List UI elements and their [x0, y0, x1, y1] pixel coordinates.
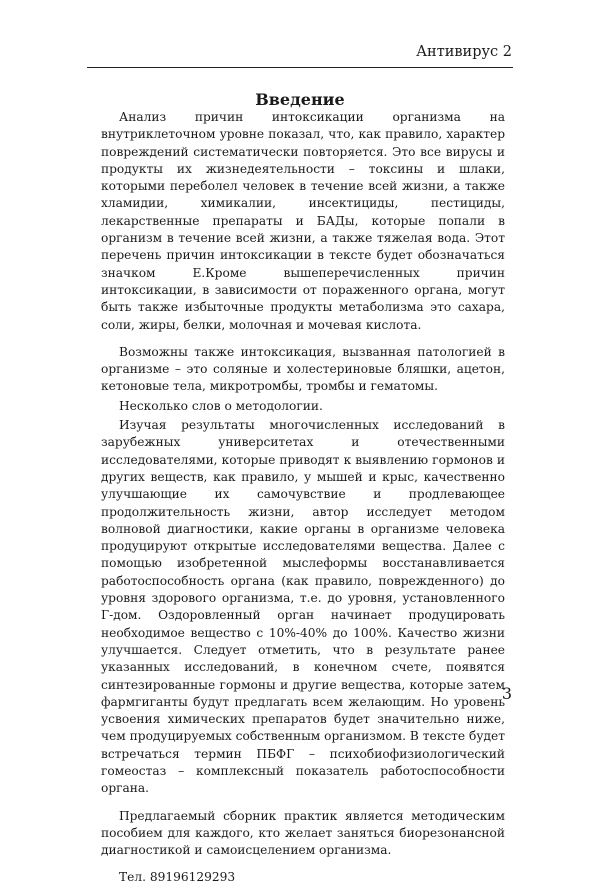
paragraph-pathology: Возможны также интоксикация, вызванная патологией в организме – это соляные и холестериновые бляшки, ацетон, кетоновые тела, микротромбы, тромбы и гематомы. — [101, 344, 505, 394]
paragraph-purpose: Предлагаемый сборник практик является методическим пособием для каждого, кто желает заняться биорезонансной диагностикой и самоисцелением организма. — [101, 808, 505, 858]
running-title: Антивирус 2 — [416, 44, 512, 60]
body-text — [101, 109, 505, 887]
paragraph-methodology: Изучая результаты многочисленных исследований в зарубежных университетах и отечественными исследователями, которые приводят к выявлению гормонов и других веществ, как правило, у мышей и крыс, качественно улучшающие их самочувствие и продлевающее продолжительность жизни, автор исследует методом волновой диагностики, какие органы в организме человека продуцируют открытые исследователями вещества. Далее с помощью изобретенной мыслеформы восстанавливается работоспособность органа (как правило, поврежденного) до уровня здорового организма, т.е. до уровня, установленного Г-дом. Оздоровленный орган начинает продуцировать необходимое вещество с 10%-40% до 100%. Качество жизни улучшается. Следует отметить, что в результате ранее указанных исследований, в конечном счете, появятся синтезированные гормоны и другие вещества, которые затем фармгиганты будут предлагать всем желающим. Но уровень усвоения химических препаратов будет значительно ниже, чем продуцируемых собственным организмом. В тексте будет встречаться термин ПБФГ – психобиофизиологический гомеостаз – комплексный показатель работоспособности органа. — [101, 418, 505, 796]
paragraph-intoxication-causes: Анализ причин интоксикации организма на внутриклеточном уровне показал, что, как правило, характер повреждений систематически повторяется. Это все вирусы и продукты их жизнедеятельности – токсины и шлаки, которыми переболел человек в течение всей жизни, а также хламидии, химикалии, инсектициды, пестициды, лекарственные препараты и БАДы, которые попали в организм в течение всей жизни, а также тяжелая вода. Этот перечень причин интоксикации в тексте будет обозначаться значком Е.Кроме вышеперечисленных причин интоксикации, в зависимости от пораженного органа, могут быть также избыточные продукты метаболизма это сахара, соли, жиры, белки, молочная и мочевая кислота. — [101, 110, 505, 332]
header-rule — [87, 67, 513, 68]
phone-number: Тел. 89196129293 — [119, 870, 236, 885]
section-title: Введение — [255, 90, 345, 109]
paragraph-methodology-intro: Несколько слов о методологии. — [119, 398, 323, 413]
page-number: 3 — [501, 684, 512, 703]
